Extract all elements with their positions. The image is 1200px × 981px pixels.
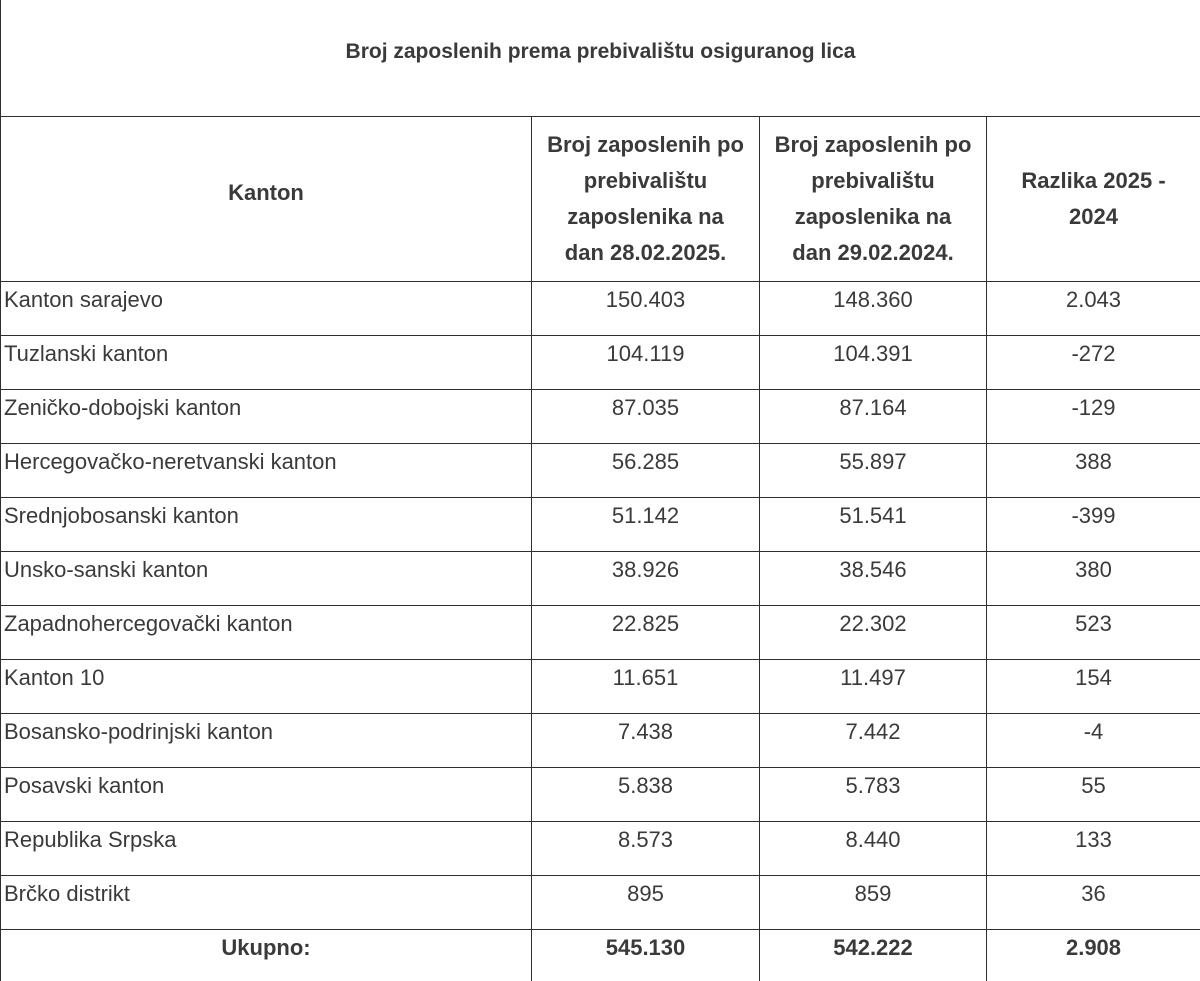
canton-name-cell: Republika Srpska — [1, 822, 532, 876]
value-2025-cell: 38.926 — [532, 552, 760, 606]
value-2025-cell: 8.573 — [532, 822, 760, 876]
difference-cell: 523 — [987, 606, 1200, 660]
value-2025-cell: 87.035 — [532, 390, 760, 444]
header-2024-line: Broj zaposlenih po — [763, 127, 983, 163]
difference-cell: -272 — [987, 336, 1200, 390]
difference-cell: 133 — [987, 822, 1200, 876]
canton-name-cell: Brčko distrikt — [1, 876, 532, 930]
difference-cell: 36 — [987, 876, 1200, 930]
value-2024-cell: 38.546 — [760, 552, 987, 606]
table-row — [1, 822, 1200, 876]
difference-cell: 2.043 — [987, 282, 1200, 336]
header-2025-line: Broj zaposlenih po — [535, 127, 756, 163]
header-row — [1, 117, 1200, 282]
value-2024-cell: 55.897 — [760, 444, 987, 498]
table-row — [1, 336, 1200, 390]
table-row — [1, 552, 1200, 606]
total-row — [1, 930, 1200, 981]
canton-name-cell: Hercegovačko-neretvanski kanton — [1, 444, 532, 498]
header-2025-line: zaposlenika na — [535, 199, 756, 235]
canton-name-cell: Unsko-sanski kanton — [1, 552, 532, 606]
difference-cell: -4 — [987, 714, 1200, 768]
canton-name-cell: Kanton 10 — [1, 660, 532, 714]
total-difference-cell: 2.908 — [987, 930, 1200, 981]
value-2024-cell: 859 — [760, 876, 987, 930]
header-2024-line: prebivalištu — [763, 163, 983, 199]
canton-name-cell: Bosansko-podrinjski kanton — [1, 714, 532, 768]
value-2025-cell: 895 — [532, 876, 760, 930]
value-2025-cell: 7.438 — [532, 714, 760, 768]
table-row — [1, 444, 1200, 498]
table-row — [1, 660, 1200, 714]
table-row — [1, 282, 1200, 336]
header-difference-line: 2024 — [990, 199, 1197, 235]
table-row — [1, 390, 1200, 444]
total-label-cell: Ukupno: — [1, 930, 532, 981]
total-2025-cell: 545.130 — [532, 930, 760, 981]
header-2025-line: dan 28.02.2025. — [535, 235, 756, 271]
value-2024-cell: 11.497 — [760, 660, 987, 714]
value-2024-cell: 7.442 — [760, 714, 987, 768]
canton-name-cell: Kanton sarajevo — [1, 282, 532, 336]
table-row — [1, 606, 1200, 660]
difference-cell: -399 — [987, 498, 1200, 552]
value-2024-cell: 148.360 — [760, 282, 987, 336]
header-kanton: Kanton — [1, 117, 532, 282]
table-row — [1, 498, 1200, 552]
value-2025-cell: 51.142 — [532, 498, 760, 552]
difference-cell: 388 — [987, 444, 1200, 498]
header-2025-line: prebivalištu — [535, 163, 756, 199]
value-2024-cell: 104.391 — [760, 336, 987, 390]
table-row — [1, 768, 1200, 822]
value-2025-cell: 56.285 — [532, 444, 760, 498]
table-row — [1, 876, 1200, 930]
canton-name-cell: Zapadnohercegovački kanton — [1, 606, 532, 660]
value-2025-cell: 150.403 — [532, 282, 760, 336]
header-2024 — [760, 117, 987, 282]
value-2025-cell: 11.651 — [532, 660, 760, 714]
header-2024-line: zaposlenika na — [763, 199, 983, 235]
value-2024-cell: 51.541 — [760, 498, 987, 552]
canton-name-cell: Posavski kanton — [1, 768, 532, 822]
value-2025-cell: 104.119 — [532, 336, 760, 390]
value-2024-cell: 22.302 — [760, 606, 987, 660]
total-2024-cell: 542.222 — [760, 930, 987, 981]
header-2024-line: dan 29.02.2024. — [763, 235, 983, 271]
difference-cell: -129 — [987, 390, 1200, 444]
difference-cell: 154 — [987, 660, 1200, 714]
header-difference — [987, 117, 1200, 282]
canton-name-cell: Srednjobosanski kanton — [1, 498, 532, 552]
value-2025-cell: 5.838 — [532, 768, 760, 822]
value-2024-cell: 5.783 — [760, 768, 987, 822]
canton-name-cell: Tuzlanski kanton — [1, 336, 532, 390]
header-difference-line: Razlika 2025 - — [990, 163, 1197, 199]
value-2025-cell: 22.825 — [532, 606, 760, 660]
table-title: Broj zaposlenih prema prebivalištu osiguranog lica — [1, 0, 1200, 117]
header-2025 — [532, 117, 760, 282]
title-row — [1, 0, 1200, 117]
canton-name-cell: Zeničko-dobojski kanton — [1, 390, 532, 444]
value-2024-cell: 87.164 — [760, 390, 987, 444]
table-row — [1, 714, 1200, 768]
value-2024-cell: 8.440 — [760, 822, 987, 876]
difference-cell: 55 — [987, 768, 1200, 822]
difference-cell: 380 — [987, 552, 1200, 606]
